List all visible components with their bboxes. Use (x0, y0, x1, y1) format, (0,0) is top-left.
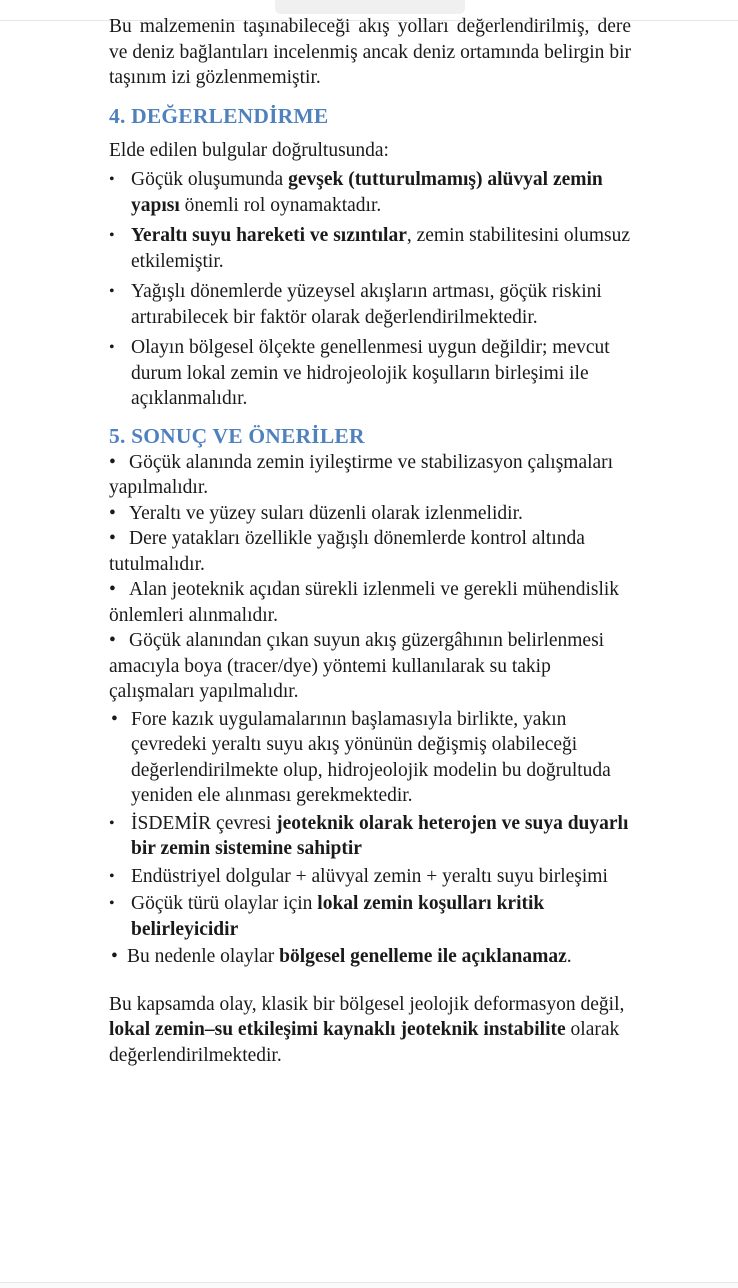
list-item (109, 628, 631, 705)
item-bold-text: gevşek (tutturulmamış) alüvyal zemin yapısı (131, 169, 603, 216)
closing-paragraph (109, 992, 631, 1069)
bullet: • (109, 867, 115, 885)
bullet: • (109, 339, 115, 356)
bullet: • (109, 171, 115, 188)
list-item (109, 450, 631, 501)
section-4-heading: 4. DEĞERLENDİRME (109, 103, 329, 128)
item-text: Endüstriyel dolgular + alüvyal zemin + yeraltı suyu birleşimi (131, 865, 608, 887)
item-text: Göçük alanından çıkan suyun akış güzergâhının belirlenmesi amacıyla boya (tracer/dye) yöntemi kullanılarak su takip çalışmaları yapılmalıdır. (109, 630, 605, 702)
list-item (109, 335, 631, 412)
list-item (109, 707, 631, 809)
item-text: Yeraltı ve yüzey suları düzenli olarak izlenmelidir. (129, 502, 523, 524)
document-page (109, 14, 631, 1068)
list-item (109, 167, 631, 218)
item-bold-text: Yeraltı suyu hareketi ve sızıntılar (131, 225, 407, 246)
item-bold-text: lokal zemin koşulları kritik belirleyicidir (131, 893, 545, 940)
list-item (109, 577, 631, 628)
item-text: , zemin stabilitesini olumsuz etkilemiştir. (131, 225, 631, 272)
closing-bold-text: lokal zemin–su etkileşimi kaynaklı jeoteknik instabilite (109, 1019, 566, 1040)
bullet: • (109, 579, 116, 600)
bullet: • (109, 895, 115, 912)
list-item (109, 526, 631, 577)
item-text: Göçük alanında zemin iyileştirme ve stabilizasyon çalışmaları yapılmalıdır. (109, 451, 614, 498)
top-handle (275, 0, 465, 14)
section-5-heading: 5. SONUÇ VE ÖNERİLER (109, 423, 365, 448)
list-item (109, 501, 631, 527)
item-text: Bu nedenle olaylar (127, 946, 280, 967)
list-item (109, 944, 631, 970)
item-text: Fore kazık uygulamalarının başlamasıyla birlikte, yakın çevredeki yeraltı suyu akış yönünün değişmiş olabileceği değerlendirilmekte olup, hidrojeolojik modelin bu doğrultuda yeniden ele alınması gerekmektedir. (131, 708, 611, 806)
item-text: Alan jeoteknik açıdan sürekli izlenmeli ve gerekli mühendislik önlemleri alınmalıdır. (109, 579, 620, 626)
item-text: . (566, 946, 572, 967)
bottom-bar (0, 1282, 738, 1288)
item-bold-text: bölgesel genelleme ile açıklanamaz (279, 946, 567, 967)
item-text: İSDEMİR çevresi (131, 812, 277, 834)
bullet: • (109, 814, 115, 832)
list-item (109, 864, 631, 890)
bullet: • (109, 528, 116, 549)
item-text: önemli rol oynamaktadır. (179, 194, 382, 216)
list-item (109, 891, 631, 942)
closing-text: olarak değerlendirilmektedir. (109, 1019, 620, 1066)
list-item (109, 811, 631, 862)
item-text: Göçük oluşumunda (131, 169, 289, 190)
bullet: • (109, 630, 116, 651)
bullet: • (111, 946, 118, 967)
list-item (109, 223, 631, 274)
bullet: • (109, 502, 116, 524)
item-text: Olayın bölgesel ölçekte genellenmesi uygun değildir; mevcut durum lokal zemin ve hidrojeolojik koşulların birleşimi ile açıklanmalıdır. (131, 337, 610, 409)
bullet: • (109, 283, 115, 300)
section-4-lead: Elde edilen bulgular doğrultusunda: (109, 139, 389, 161)
item-text: Dere yatakları özellikle yağışlı dönemlerde kontrol altında tutulmalıdır. (109, 528, 585, 575)
list-item (109, 279, 631, 330)
bullet: • (111, 708, 118, 730)
item-text: Yağışlı dönemlerde yüzeysel akışların artması, göçük riskini artırabilecek bir faktör olarak değerlendirilmektedir. (131, 281, 602, 328)
bullet: • (109, 227, 115, 244)
closing-text: Bu kapsamda olay, klasik bir bölgesel jeolojik deformasyon değil, (109, 993, 625, 1015)
bullet: • (109, 451, 116, 473)
item-bold-text: jeoteknik olarak heterojen ve suya duyarlı bir zemin sistemine sahiptir (131, 812, 629, 859)
item-text: Göçük türü olaylar için (131, 893, 318, 914)
intro-paragraph: Bu malzemenin taşınabileceği akış yolları değerlendirilmiş, dere ve deniz bağlantıları incelenmiş ancak deniz ortamında belirgin bir taşınım izi gözlenmemiştir. (109, 16, 631, 88)
